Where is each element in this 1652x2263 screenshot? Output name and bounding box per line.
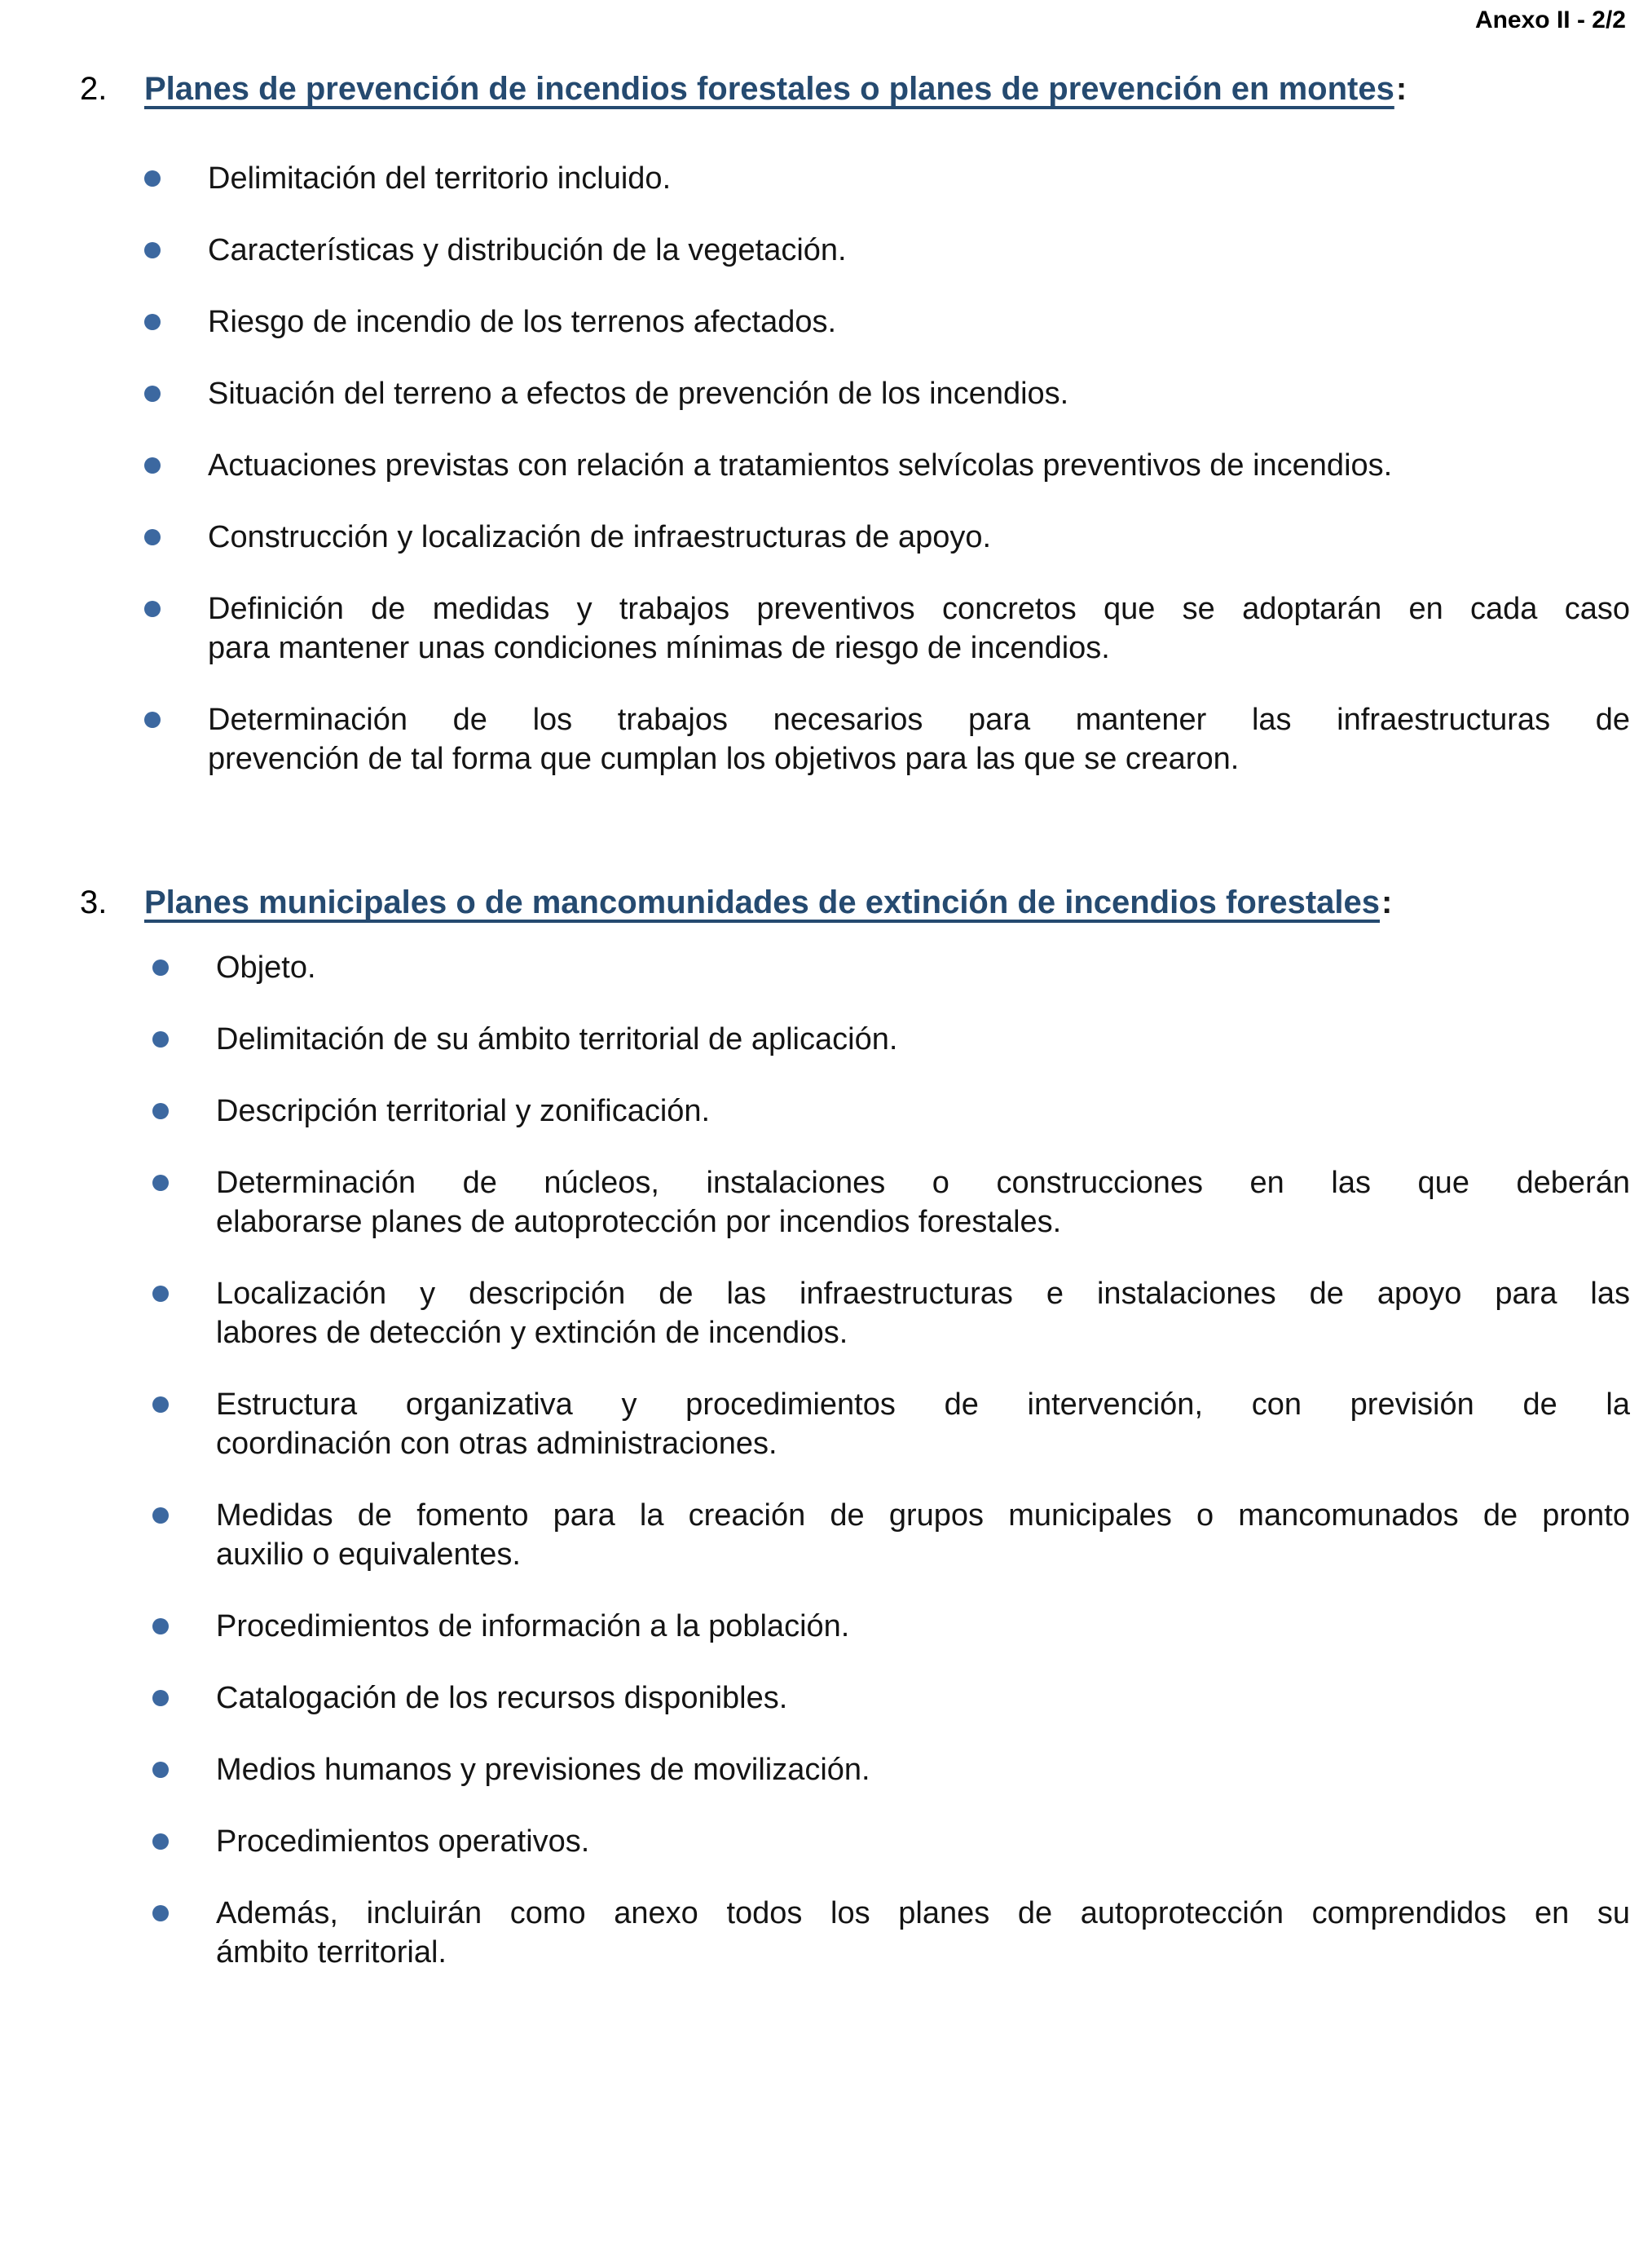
numbered-section [0,883,1652,1972]
list-item-line: Descripción territorial y zonificación. [216,1094,711,1128]
bullet-icon [144,242,161,258]
section-number: 3. [80,884,108,920]
list-item-text [216,1163,1630,1242]
list-item-line: Situación del terreno a efectos de prevención de los incendios. [208,377,1069,411]
list-item [216,1750,1630,1789]
list-item [216,1894,1630,1972]
list-item-line: Actuaciones previstas con relación a tratamientos selvícolas preventivos de incendios. [208,448,1393,483]
list-item-text [216,1020,1630,1059]
bullet-icon [152,1618,169,1634]
list-item-text [216,1274,1630,1352]
list-item-text [208,159,1630,198]
bullet-icon [152,1031,169,1048]
list-item-text [216,1750,1630,1789]
list-item [216,1496,1630,1574]
bullet-icon [144,457,161,474]
list-item [216,1385,1630,1463]
section-number: 2. [80,71,108,107]
list-item-text [216,1385,1630,1463]
section-title: Planes municipales o de mancomunidades de extinción de incendios forestales [144,884,1380,920]
list-item-line: Determinación de los trabajos necesarios para mantener las infraestructuras de [208,703,1630,737]
list-item-text [208,589,1630,668]
bullet-icon [144,314,161,330]
list-item [216,1822,1630,1861]
list-item-line: labores de detección y extinción de incendios. [216,1316,848,1350]
section-heading-row [0,883,1652,922]
list-item-text [216,948,1630,987]
list-item-line: Estructura organizativa y procedimientos de intervención, con previsión de la [216,1387,1630,1422]
list-item-line: Además, incluirán como anexo todos los planes de autoprotección comprendidos en su [216,1896,1630,1930]
list-item-line: Delimitación del territorio incluido. [208,161,672,196]
bullet-list [0,159,1652,779]
bullet-icon [152,1690,169,1706]
list-item [208,302,1630,342]
list-item-line: Medios humanos y previsiones de movilización. [216,1753,870,1787]
list-item-line: Definición de medidas y trabajos preventivos concretos que se adoptarán en cada caso [208,592,1630,626]
list-item-text [208,374,1630,413]
list-item-line: Riesgo de incendio de los terrenos afectados. [208,305,837,339]
bullet-icon [152,1286,169,1302]
list-item-line: Objeto. [216,951,316,985]
list-item-text [208,700,1630,779]
list-item-line: Procedimientos operativos. [216,1824,590,1859]
list-item-text [208,302,1630,342]
list-item [216,1607,1630,1646]
list-item [208,231,1630,270]
list-item-text [216,1092,1630,1131]
list-item [208,589,1630,668]
bullet-icon [152,1905,169,1921]
list-item [208,159,1630,198]
list-item-text [208,518,1630,557]
list-item [216,948,1630,987]
bullet-icon [152,1507,169,1524]
section-heading [144,883,1392,922]
bullet-list [0,948,1652,1972]
bullet-icon [152,1762,169,1778]
list-item-line: coordinación con otras administraciones. [216,1427,778,1461]
bullet-icon [144,529,161,545]
section-title-colon: : [1381,884,1393,920]
list-item-line: prevención de tal forma que cumplan los objetivos para las que se crearon. [208,742,1240,776]
bullet-icon [152,1396,169,1413]
list-item-text [216,1679,1630,1718]
list-item-text [216,1894,1630,1972]
section-heading [144,69,1407,108]
page-header-annotation: Anexo II - 2/2 [1474,7,1626,33]
list-item-line: ámbito territorial. [216,1935,447,1970]
list-item-line: Delimitación de su ámbito territorial de aplicación. [216,1022,898,1057]
bullet-icon [152,1175,169,1191]
list-item-line: elaborarse planes de autoprotección por incendios forestales. [216,1205,1062,1239]
bullet-icon [144,170,161,187]
list-item-text [216,1607,1630,1646]
list-item-text [216,1496,1630,1574]
list-item-text [208,446,1630,485]
list-item [216,1020,1630,1059]
list-item-text [216,1822,1630,1861]
bullet-icon [152,959,169,976]
document-body [0,69,1652,2005]
list-item-line: Características y distribución de la vegetación. [208,233,847,267]
list-item-line: Construcción y localización de infraestructuras de apoyo. [208,520,992,554]
section-heading-row [0,69,1652,108]
bullet-icon [152,1833,169,1850]
bullet-icon [144,601,161,617]
bullet-icon [152,1103,169,1119]
list-item-line: Catalogación de los recursos disponibles. [216,1681,788,1715]
list-item [208,374,1630,413]
list-item-line: Medidas de fomento para la creación de grupos municipales o mancomunados de pronto [216,1498,1630,1533]
section-title-colon: : [1395,71,1408,107]
list-item-line: Procedimientos de información a la población. [216,1609,850,1643]
list-item [208,700,1630,779]
bullet-icon [144,386,161,402]
list-item [216,1274,1630,1352]
list-item [216,1092,1630,1131]
list-item-line: Determinación de núcleos, instalaciones o construcciones en las que deberán [216,1166,1630,1200]
list-item [216,1163,1630,1242]
list-item [216,1679,1630,1718]
list-item-line: auxilio o equivalentes. [216,1537,521,1572]
section-title: Planes de prevención de incendios forestales o planes de prevención en montes [144,71,1394,107]
bullet-icon [144,712,161,728]
numbered-section [0,69,1652,779]
list-item [208,518,1630,557]
list-item-line: para mantener unas condiciones mínimas de riesgo de incendios. [208,631,1110,665]
list-item-line: Localización y descripción de las infraestructuras e instalaciones de apoyo para las [216,1277,1630,1311]
list-item-text [208,231,1630,270]
list-item [208,446,1630,485]
